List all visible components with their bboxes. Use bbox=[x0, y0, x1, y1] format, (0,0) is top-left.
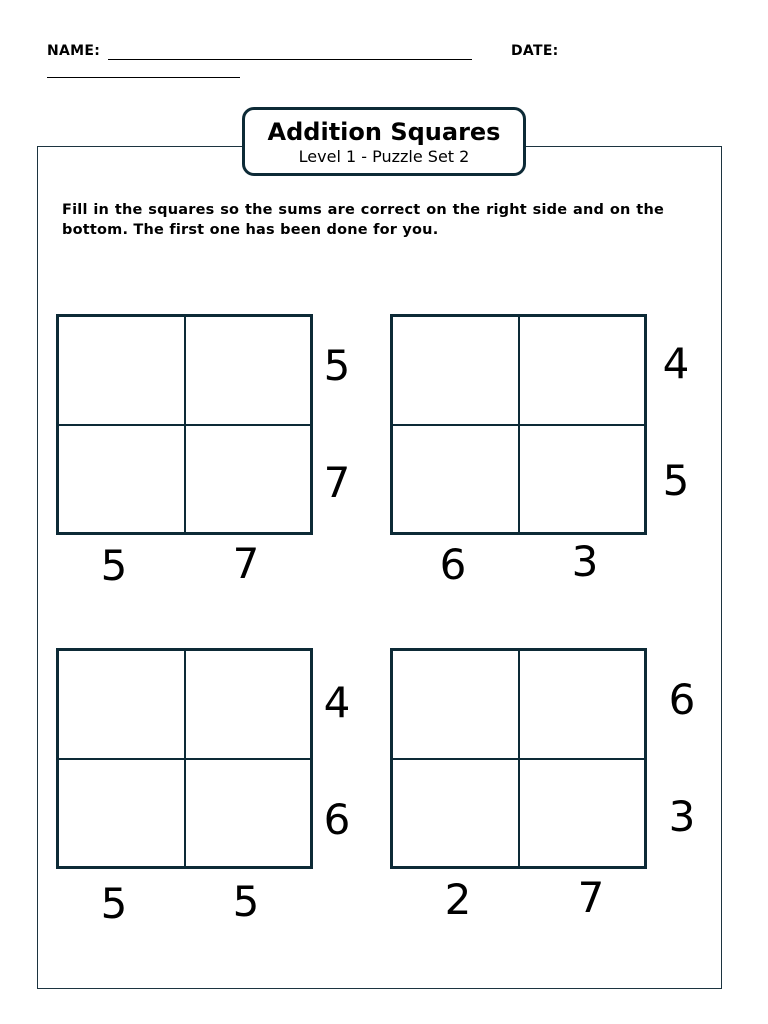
puzzle-square-1 bbox=[56, 314, 386, 604]
column-sum: 2 bbox=[444, 875, 472, 924]
row-sum: 5 bbox=[662, 456, 690, 505]
answer-cell[interactable] bbox=[186, 651, 310, 758]
row-sum: 6 bbox=[323, 795, 351, 844]
puzzle-grid bbox=[390, 648, 647, 869]
worksheet-title: Addition Squares bbox=[267, 118, 501, 146]
answer-cell[interactable] bbox=[59, 426, 184, 532]
name-label: NAME: bbox=[47, 43, 101, 59]
column-sum: 7 bbox=[577, 873, 605, 922]
grid-divider-horizontal bbox=[59, 424, 310, 426]
answer-cell[interactable] bbox=[520, 426, 644, 532]
column-sum: 6 bbox=[439, 540, 467, 589]
grid-divider-horizontal bbox=[393, 758, 644, 760]
puzzle-grid bbox=[56, 648, 313, 869]
puzzle-square-4 bbox=[390, 648, 720, 938]
column-sum: 7 bbox=[232, 539, 260, 588]
answer-cell[interactable] bbox=[393, 760, 518, 866]
puzzle-grid bbox=[390, 314, 647, 535]
date-field-line[interactable] bbox=[47, 77, 240, 78]
title-box bbox=[242, 107, 526, 176]
date-label: DATE: bbox=[511, 43, 559, 59]
grid-divider-horizontal bbox=[59, 758, 310, 760]
row-sum: 4 bbox=[662, 339, 690, 388]
row-sum: 3 bbox=[668, 792, 696, 841]
column-sum: 5 bbox=[232, 877, 260, 926]
puzzle-grid bbox=[56, 314, 313, 535]
answer-cell[interactable] bbox=[59, 760, 184, 866]
answer-cell[interactable] bbox=[520, 317, 644, 424]
answer-cell[interactable] bbox=[186, 317, 310, 424]
name-field-line[interactable] bbox=[108, 59, 472, 60]
column-sum: 3 bbox=[571, 537, 599, 586]
grid-divider-horizontal bbox=[393, 424, 644, 426]
row-sum: 4 bbox=[323, 678, 351, 727]
answer-cell[interactable] bbox=[186, 426, 310, 532]
instructions-text: Fill in the squares so the sums are correct on the right side and on the bottom. The first one has been done for you. bbox=[62, 202, 664, 238]
answer-cell[interactable] bbox=[393, 426, 518, 532]
row-sum: 5 bbox=[323, 341, 351, 390]
puzzle-square-3 bbox=[56, 648, 386, 938]
answer-cell[interactable] bbox=[520, 651, 644, 758]
answer-cell[interactable] bbox=[520, 760, 644, 866]
answer-cell[interactable] bbox=[59, 651, 184, 758]
answer-cell[interactable] bbox=[393, 651, 518, 758]
row-sum: 6 bbox=[668, 675, 696, 724]
answer-cell[interactable] bbox=[186, 760, 310, 866]
worksheet-subtitle: Level 1 - Puzzle Set 2 bbox=[298, 147, 470, 166]
column-sum: 5 bbox=[100, 879, 128, 928]
answer-cell[interactable] bbox=[393, 317, 518, 424]
row-sum: 7 bbox=[323, 458, 351, 507]
puzzle-square-2 bbox=[390, 314, 720, 604]
answer-cell[interactable] bbox=[59, 317, 184, 424]
column-sum: 5 bbox=[100, 541, 128, 590]
